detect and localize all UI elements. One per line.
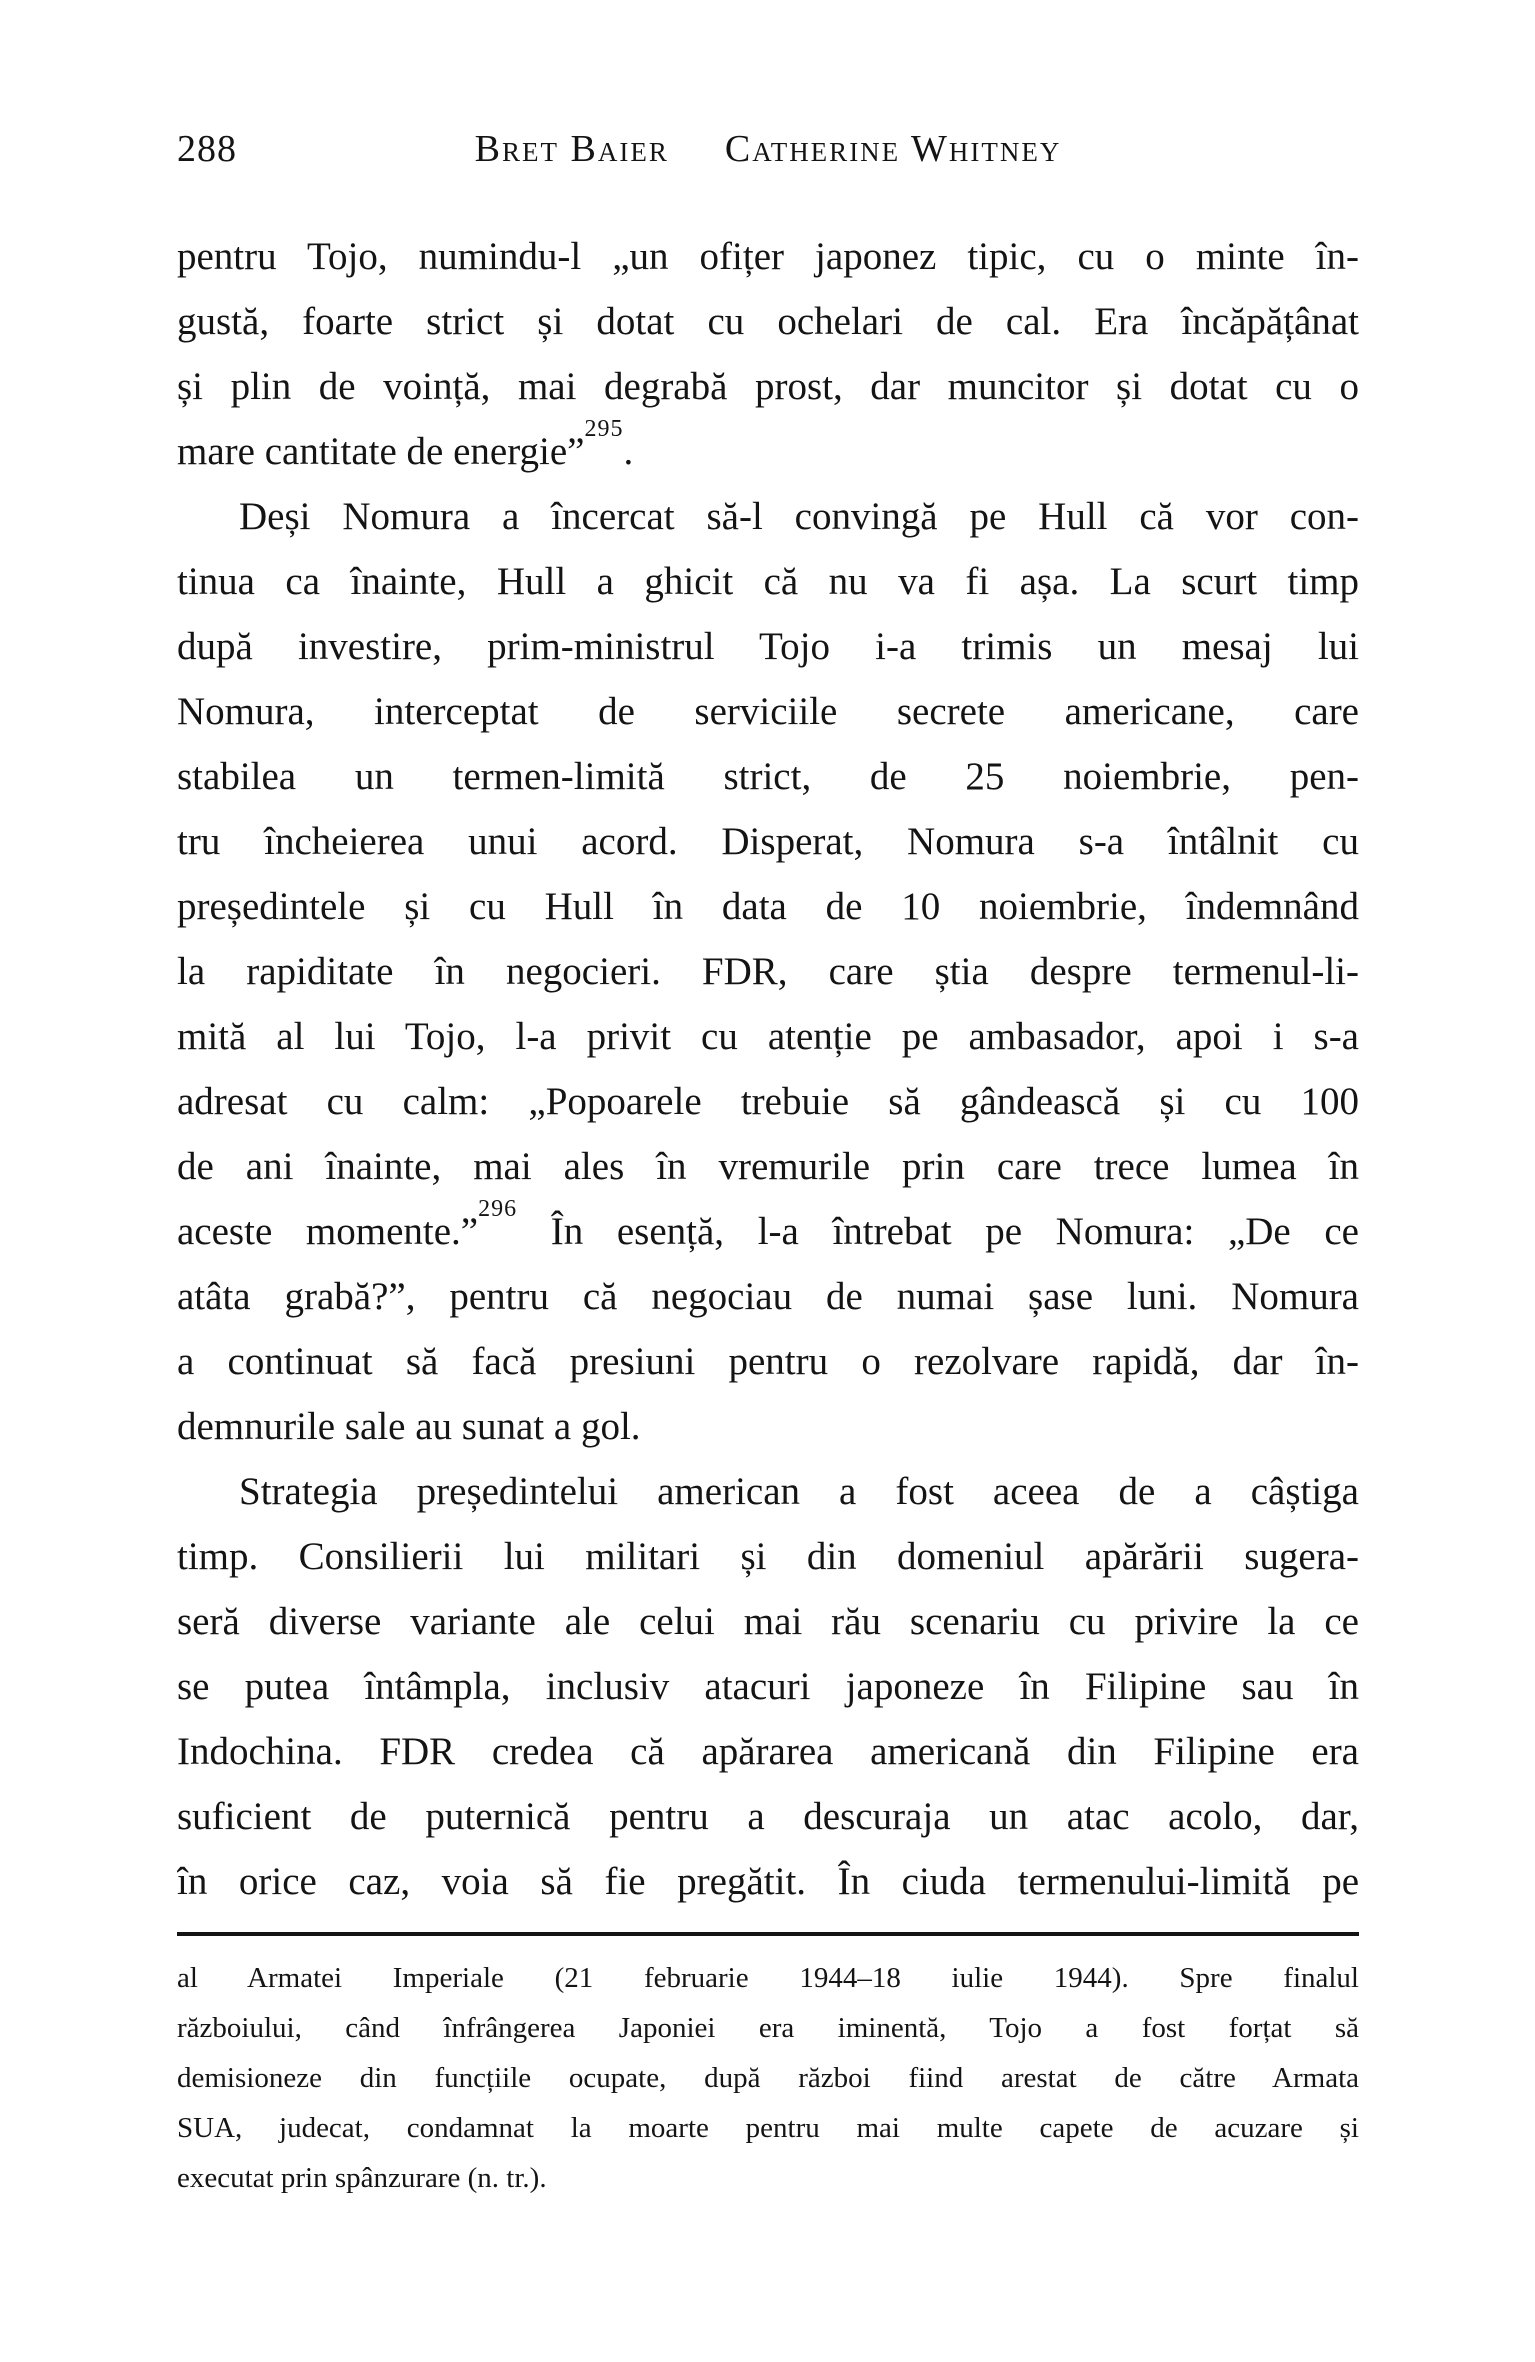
body-line: suficient de puternică pentru a descuraja un atac acolo, dar, <box>177 1795 1359 1838</box>
body-line: după investire, prim-ministrul Tojo i-a trimis un mesaj lui <box>177 625 1359 668</box>
body-line: președintele și cu Hull în data de 10 noiembrie, îndemnând <box>177 885 1359 928</box>
body-line: și plin de voință, mai degrabă prost, dar muncitor și dotat cu o <box>177 365 1359 408</box>
body-line <box>177 419 1359 484</box>
body-line-text: . <box>623 430 634 473</box>
body-paragraph <box>177 224 1359 484</box>
body-line-text: aceste momente.” <box>177 1210 479 1253</box>
body-line-text: În esență, l-a întrebat pe Nomura: „De ce <box>517 1210 1359 1253</box>
body-line: Deși Nomura a încercat să-l convingă pe Hull că vor con- <box>239 495 1359 538</box>
footnote-reference-295: 295 <box>584 419 624 442</box>
running-header <box>177 124 1359 174</box>
body-line: se putea întâmpla, inclusiv atacuri japoneze în Filipine sau în <box>177 1665 1359 1708</box>
footnote-line: executat prin spânzurare (n. tr.). <box>177 2162 547 2194</box>
body-line: Nomura, interceptat de serviciile secrete americane, care <box>177 690 1359 733</box>
body-paragraph <box>177 1459 1359 1914</box>
body-line: Indochina. FDR credea că apărarea americană din Filipine era <box>177 1730 1359 1773</box>
body-line: timp. Consilierii lui militari și din domeniul apărării sugera- <box>177 1535 1359 1578</box>
footnote-line: SUA, judecat, condamnat la moarte pentru mai multe capete de acuzare și <box>177 2112 1359 2144</box>
body-line-text: mare cantitate de energie” <box>177 430 585 473</box>
body-paragraph <box>177 484 1359 1459</box>
body-line: gustă, foarte strict și dotat cu ochelari de cal. Era încăpățânat <box>177 300 1359 343</box>
body-text <box>177 224 1359 1914</box>
footnote-reference-296: 296 <box>478 1199 518 1222</box>
body-line: mită al lui Tojo, l-a privit cu atenție pe ambasador, apoi i s-a <box>177 1015 1359 1058</box>
body-line: seră diverse variante ale celui mai rău scenariu cu privire la ce <box>177 1600 1359 1643</box>
body-line: Strategia președintelui american a fost aceea de a câștiga <box>239 1470 1359 1513</box>
body-line: în orice caz, voia să fie pregătit. În ciuda termenului-limită pe <box>177 1860 1359 1903</box>
body-line: stabilea un termen-limită strict, de 25 noiembrie, pen- <box>177 755 1359 798</box>
footnote <box>177 1953 1359 2203</box>
footnote-line: războiului, când înfrângerea Japoniei era iminentă, Tojo a fost forțat să <box>177 2012 1359 2044</box>
running-header-authors <box>177 124 1359 174</box>
body-line: la rapiditate în negocieri. FDR, care știa despre termenul-li- <box>177 950 1359 993</box>
body-line: tru încheierea unui acord. Disperat, Nomura s-a întâlnit cu <box>177 820 1359 863</box>
author-name-right: Catherine Whitney <box>724 128 1062 170</box>
body-line: demnurile sale au sunat a gol. <box>177 1405 641 1448</box>
footnote-rule <box>177 1932 1359 1936</box>
footnote-line: al Armatei Imperiale (21 februarie 1944–18 iulie 1944). Spre finalul <box>177 1962 1359 1994</box>
page-number: 288 <box>177 128 237 170</box>
body-line <box>177 1199 1359 1264</box>
body-line: atâta grabă?”, pentru că negociau de numai șase luni. Nomura <box>177 1275 1359 1318</box>
body-line: a continuat să facă presiuni pentru o rezolvare rapidă, dar în- <box>177 1340 1359 1383</box>
body-line: pentru Tojo, numindu-l „un ofițer japonez tipic, cu o minte în- <box>177 235 1359 278</box>
body-line: tinua ca înainte, Hull a ghicit că nu va fi așa. La scurt timp <box>177 560 1359 603</box>
author-name-left: Bret Baier <box>474 128 669 170</box>
body-line: adresat cu calm: „Popoarele trebuie să gândească și cu 100 <box>177 1080 1359 1123</box>
footnote-line: demisioneze din funcțiile ocupate, după război fiind arestat de către Armata <box>177 2062 1359 2094</box>
body-line: de ani înainte, mai ales în vremurile prin care trece lumea în <box>177 1145 1359 1188</box>
